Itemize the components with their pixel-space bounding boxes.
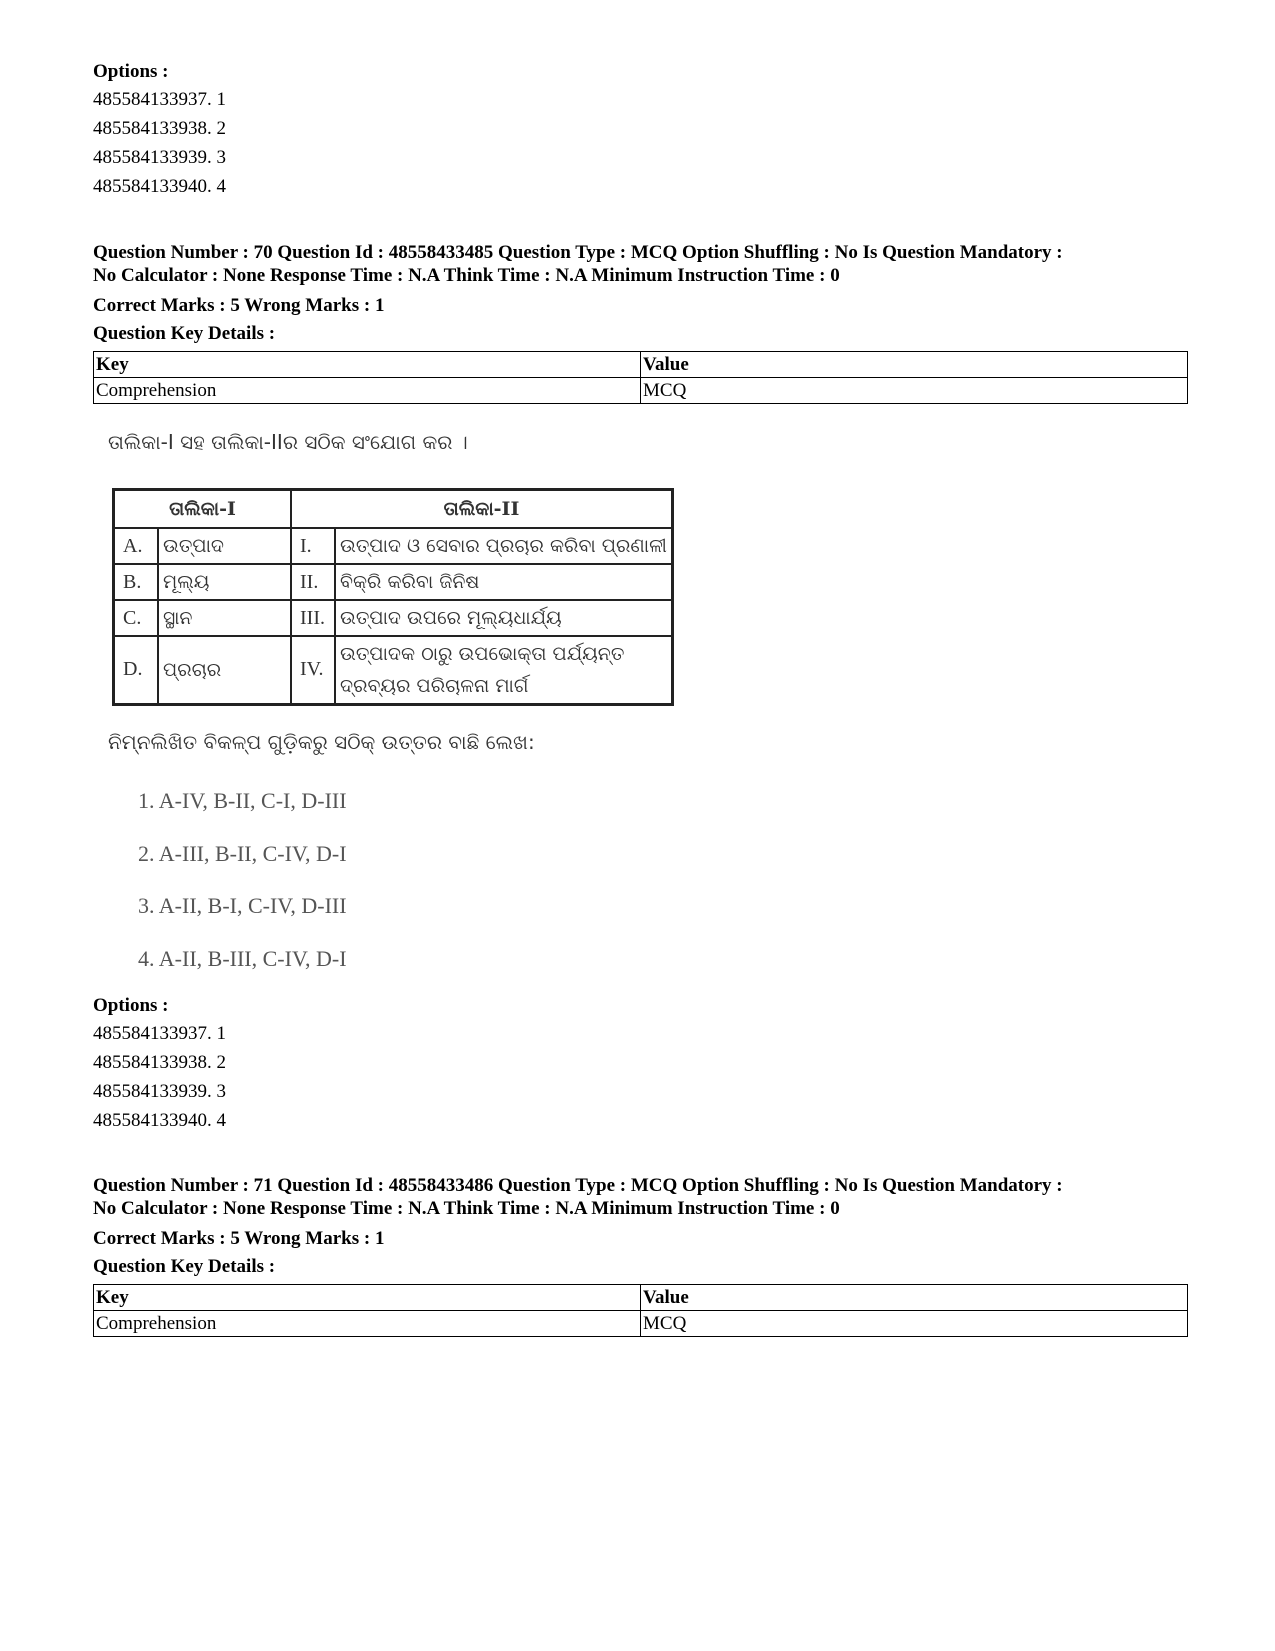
table-row	[94, 1285, 1188, 1311]
match-row	[114, 564, 673, 600]
answer-choice: 2. A-III, B-II, C-IV, D-I	[138, 841, 347, 866]
table-row	[94, 378, 1188, 404]
match-item-left: ସ୍ଥାନ	[158, 600, 291, 636]
match-item-right: ଉତ୍ପାଦ ଓ ସେବାର ପ୍ରଚାର କରିବା ପ୍ରଣାଳୀ	[335, 528, 673, 564]
match-row	[114, 528, 673, 564]
table-header-value: Value	[641, 1285, 1188, 1311]
match-label-right: I.	[291, 528, 335, 564]
match-label-left: A.	[114, 528, 159, 564]
question-instruction: ତାଲିକା-I ସହ ତାଲିକା-IIର ସଠିକ ସଂଯୋଗ କର ।	[108, 430, 468, 454]
option-item: 485584133940. 4	[93, 1110, 226, 1131]
match-table-header	[114, 490, 673, 529]
table-cell-value: MCQ	[641, 1311, 1188, 1337]
key-details-table	[93, 351, 1188, 404]
match-label-right: III.	[291, 600, 335, 636]
match-row	[114, 600, 673, 636]
option-item: 485584133938. 2	[93, 118, 226, 139]
option-item: 485584133939. 3	[93, 147, 226, 168]
answer-choice: 3. A-II, B-I, C-IV, D-III	[138, 893, 347, 918]
answer-choice: 1. A-IV, B-II, C-I, D-III	[138, 788, 347, 813]
marks-line: Correct Marks : 5 Wrong Marks : 1	[93, 295, 385, 316]
table-row	[94, 1311, 1188, 1337]
match-label-right: II.	[291, 564, 335, 600]
match-row	[114, 636, 673, 704]
match-item-left: ଉତ୍ପାଦ	[158, 528, 291, 564]
answer-choice: 4. A-II, B-III, C-IV, D-I	[138, 946, 347, 971]
options-label: Options :	[93, 61, 169, 82]
match-item-right: ବିକ୍ରି କରିବା ଜିନିଷ	[335, 564, 673, 600]
marks-line: Correct Marks : 5 Wrong Marks : 1	[93, 1228, 385, 1249]
question-header-line1: Question Number : 70 Question Id : 48558433485 Question Type : MCQ Option Shuffling : No Is Question Mandatory :	[93, 242, 1063, 263]
key-details-table	[93, 1284, 1188, 1337]
table-header-key: Key	[94, 1285, 641, 1311]
table-header-value: Value	[641, 352, 1188, 378]
match-header-right: ତାଲିକା-II	[291, 490, 673, 529]
options-label: Options :	[93, 995, 169, 1016]
match-label-left: D.	[114, 636, 159, 704]
option-item: 485584133937. 1	[93, 89, 226, 110]
question-header-line1: Question Number : 71 Question Id : 48558433486 Question Type : MCQ Option Shuffling : No Is Question Mandatory :	[93, 1175, 1063, 1196]
key-details-label: Question Key Details :	[93, 323, 276, 344]
table-row	[94, 352, 1188, 378]
match-header-left: ତାଲିକା-I	[114, 490, 292, 529]
table-cell-key: Comprehension	[94, 378, 641, 404]
table-cell-key: Comprehension	[94, 1311, 641, 1337]
match-label-right: IV.	[291, 636, 335, 704]
match-label-left: C.	[114, 600, 159, 636]
table-cell-value: MCQ	[641, 378, 1188, 404]
match-item-left: ମୂଲ୍ୟ	[158, 564, 291, 600]
question-header-line2: No Calculator : None Response Time : N.A Think Time : N.A Minimum Instruction Time : 0	[93, 1198, 840, 1219]
match-item-right: ଉତ୍ପାଦକ ଠାରୁ ଉପଭୋକ୍ତା ପର୍ଯ୍ୟନ୍ତ ଦ୍ରବ୍ୟର ପରିଚାଳନା ମାର୍ଗ	[335, 636, 673, 704]
table-header-key: Key	[94, 352, 641, 378]
choose-instruction: ନିମ୍ନଲିଖିତ ବିକଳ୍ପ ଗୁଡ଼ିକରୁ ସଠିକ୍ ଉତ୍ତର ବାଛି ଲେଖ:	[108, 730, 535, 754]
option-item: 485584133940. 4	[93, 176, 226, 197]
match-item-left: ପ୍ରଚାର	[158, 636, 291, 704]
question-header-line2: No Calculator : None Response Time : N.A Think Time : N.A Minimum Instruction Time : 0	[93, 265, 840, 286]
key-details-label: Question Key Details :	[93, 1256, 276, 1277]
option-item: 485584133939. 3	[93, 1081, 226, 1102]
match-item-right: ଉତ୍ପାଦ ଉପରେ ମୂଲ୍ୟଧାର୍ଯ୍ୟ	[335, 600, 673, 636]
match-table	[112, 488, 674, 706]
option-item: 485584133938. 2	[93, 1052, 226, 1073]
option-item: 485584133937. 1	[93, 1023, 226, 1044]
match-label-left: B.	[114, 564, 159, 600]
